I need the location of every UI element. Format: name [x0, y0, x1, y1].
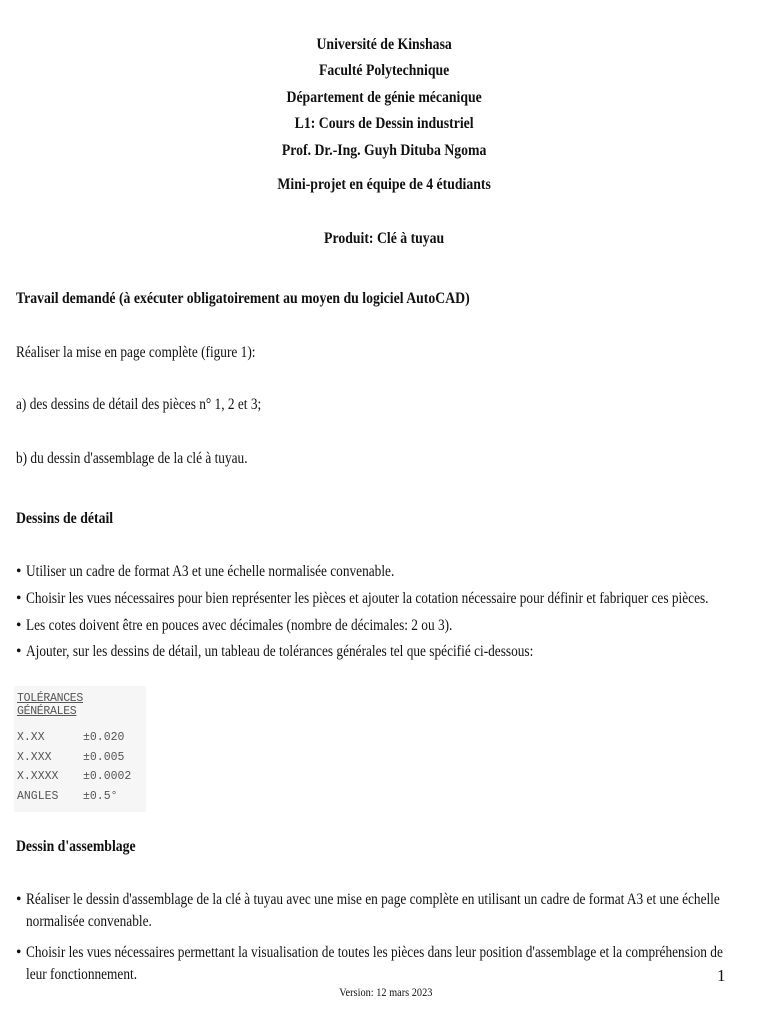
tolerance-value: ±0.0002: [83, 770, 132, 783]
tolerance-key: X.XXXX: [17, 770, 59, 783]
tolerance-value: ±0.020: [83, 731, 125, 744]
bullet-icon: •: [16, 563, 22, 580]
bullet-icon: •: [16, 891, 22, 908]
tolerance-value: ±0.5°: [83, 790, 118, 803]
tolerance-table-title: TOLÉRANCES GÉNÉRALES: [17, 692, 84, 718]
university-name: Université de Kinshasa: [316, 36, 452, 53]
detail-bullet-text: Ajouter, sur les dessins de détail, un tableau de tolérances générales tel que spécifié ci-dessous:: [26, 643, 534, 660]
bullet-icon: •: [16, 617, 22, 634]
tolerance-value: ±0.005: [83, 751, 125, 764]
travail-item-a: a) des dessins de détail des pièces n° 1, 2 et 3;: [16, 396, 262, 413]
professor-name: Prof. Dr.-Ing. Guyh Dituba Ngoma: [281, 142, 487, 159]
page-number: 1: [717, 966, 726, 985]
tolerance-key: X.XXX: [17, 751, 52, 764]
detail-bullet-text: Les cotes doivent être en pouces avec décimales (nombre de décimales: 2 ou 3).: [26, 617, 453, 634]
bullet-icon: •: [16, 643, 22, 660]
department-name: Département de génie mécanique: [286, 89, 482, 106]
faculty-name: Faculté Polytechnique: [318, 62, 450, 79]
assemblage-bullet-text: Réaliser le dessin d'assemblage de la clé à tuyau avec une mise en page complète en utilisant un cadre de format A3 et une échelle normalisée convenable.: [26, 891, 720, 930]
assemblage-heading: Dessin d'assemblage: [16, 838, 136, 855]
tolerance-table: [14, 686, 146, 812]
travail-item-b: b) du dessin d'assemblage de la clé à tuyau.: [16, 450, 248, 467]
tolerance-key: X.XX: [17, 731, 45, 744]
travail-heading: Travail demandé (à exécuter obligatoirement au moyen du logiciel AutoCAD): [16, 290, 470, 307]
project-description: Mini-projet en équipe de 4 étudiants: [277, 176, 491, 193]
bullet-icon: •: [16, 944, 22, 961]
tolerance-key: ANGLES: [17, 790, 59, 803]
detail-bullet-text: Utiliser un cadre de format A3 et une échelle normalisée convenable.: [26, 563, 395, 580]
detail-bullet-text: Choisir les vues nécessaires pour bien représenter les pièces et ajouter la cotation nécessaire pour définir et fabriquer ces pièces.: [26, 590, 709, 607]
version-footer: Version: 12 mars 2023: [339, 985, 433, 999]
assemblage-bullet-text: Choisir les vues nécessaires permettant la visualisation de toutes les pièces dans leur position d'assemblage et la compréhension de leur fonctionnement.: [26, 944, 723, 983]
course-name: L1: Cours de Dessin industriel: [294, 115, 474, 132]
product-title: Produit: Clé à tuyau: [324, 230, 445, 247]
assemblage-bullet: [16, 889, 736, 933]
detail-heading: Dessins de détail: [16, 510, 114, 527]
bullet-icon: •: [16, 590, 22, 607]
travail-intro: Réaliser la mise en page complète (figure 1):: [16, 344, 256, 361]
assemblage-bullet: [16, 942, 736, 986]
